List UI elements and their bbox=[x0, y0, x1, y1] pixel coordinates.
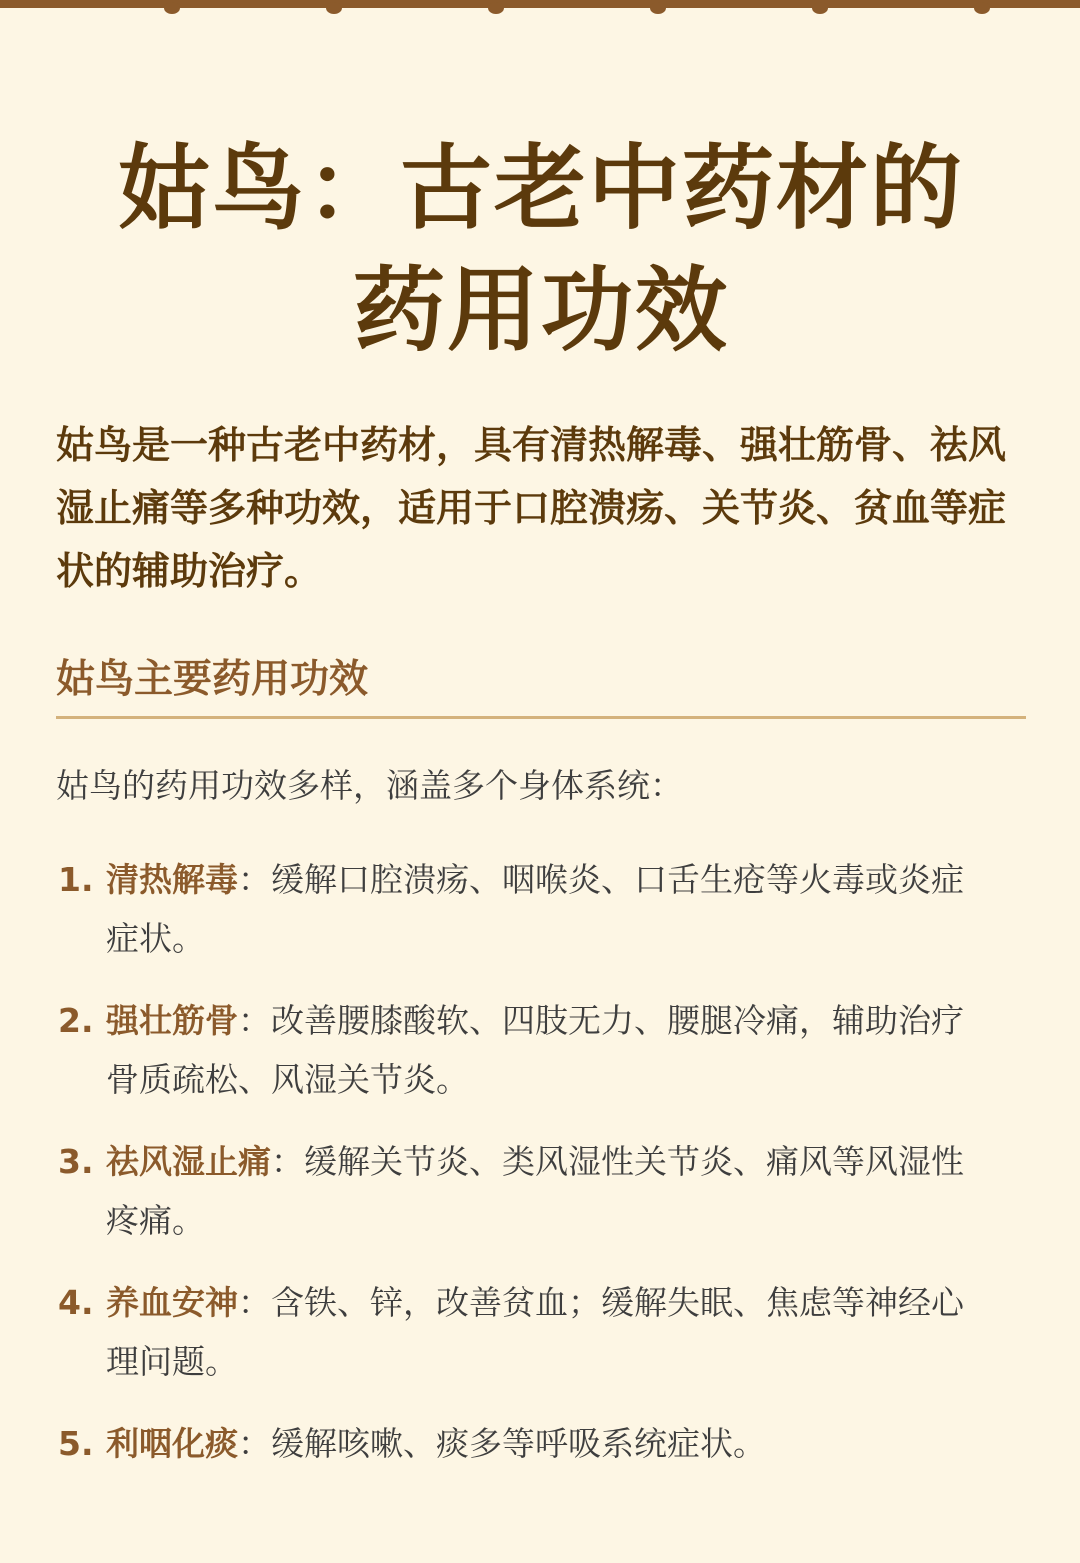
list-item-description: 改善腰膝酸软、四肢无力、腰腿冷痛，辅助治疗骨质疏松、风湿关节炎。 bbox=[106, 1001, 964, 1099]
list-item-description: 缓解口腔溃疡、咽喉炎、口舌生疮等火毒或炎症症状。 bbox=[106, 860, 964, 958]
list-item-number: 4. bbox=[58, 1283, 94, 1322]
list-item-description: 缓解关节炎、类风湿性关节炎、痛风等风湿性疼痛。 bbox=[106, 1142, 964, 1240]
section-heading: 姑鸟主要药用功效 bbox=[56, 650, 1026, 719]
list-item-number: 3. bbox=[58, 1142, 94, 1181]
border-bead bbox=[974, 2, 990, 14]
list-item-term: 强壮筋骨 bbox=[106, 1001, 238, 1040]
list-item bbox=[56, 1132, 996, 1250]
list-item-colon: ： bbox=[238, 860, 271, 899]
top-border bbox=[0, 0, 1080, 8]
list-item-number: 5. bbox=[58, 1424, 94, 1463]
list-item-term: 祛风湿止痛 bbox=[106, 1142, 271, 1181]
list-item-colon: ： bbox=[238, 1283, 271, 1322]
border-bead bbox=[812, 2, 828, 14]
border-bead bbox=[326, 2, 342, 14]
border-bead bbox=[488, 2, 504, 14]
list-item bbox=[56, 991, 996, 1109]
border-bead bbox=[650, 2, 666, 14]
list-item bbox=[56, 1273, 996, 1391]
intro-paragraph: 姑鸟是一种古老中药材，具有清热解毒、强壮筋骨、祛风湿止痛等多种功效，适用于口腔溃疡、关节炎、贫血等症状的辅助治疗。 bbox=[56, 423, 1007, 593]
list-item bbox=[56, 1414, 996, 1473]
list-item-term: 利咽化痰 bbox=[106, 1424, 238, 1463]
list-item-description: 含铁、锌，改善贫血；缓解失眠、焦虑等神经心理问题。 bbox=[106, 1283, 964, 1381]
list-item-number: 1. bbox=[58, 860, 94, 899]
page-title-line-2: 药用功效 bbox=[352, 257, 729, 364]
list-item-description: 缓解咳嗽、痰多等呼吸系统症状。 bbox=[271, 1424, 766, 1463]
border-bead bbox=[164, 2, 180, 14]
list-item-number: 2. bbox=[58, 1001, 94, 1040]
list-item-colon: ： bbox=[238, 1001, 271, 1040]
list-item-term: 养血安神 bbox=[106, 1283, 238, 1322]
list-item-colon: ： bbox=[271, 1142, 304, 1181]
page-title-line-1: 姑鸟：古老中药材的 bbox=[117, 135, 964, 242]
list-item bbox=[56, 850, 996, 968]
page-title bbox=[56, 128, 1026, 372]
lead-paragraph: 姑鸟的药用功效多样，涵盖多个身体系统： bbox=[56, 766, 683, 805]
list-item-colon: ： bbox=[238, 1424, 271, 1463]
effects-list bbox=[56, 850, 996, 1496]
list-item-term: 清热解毒 bbox=[106, 860, 238, 899]
